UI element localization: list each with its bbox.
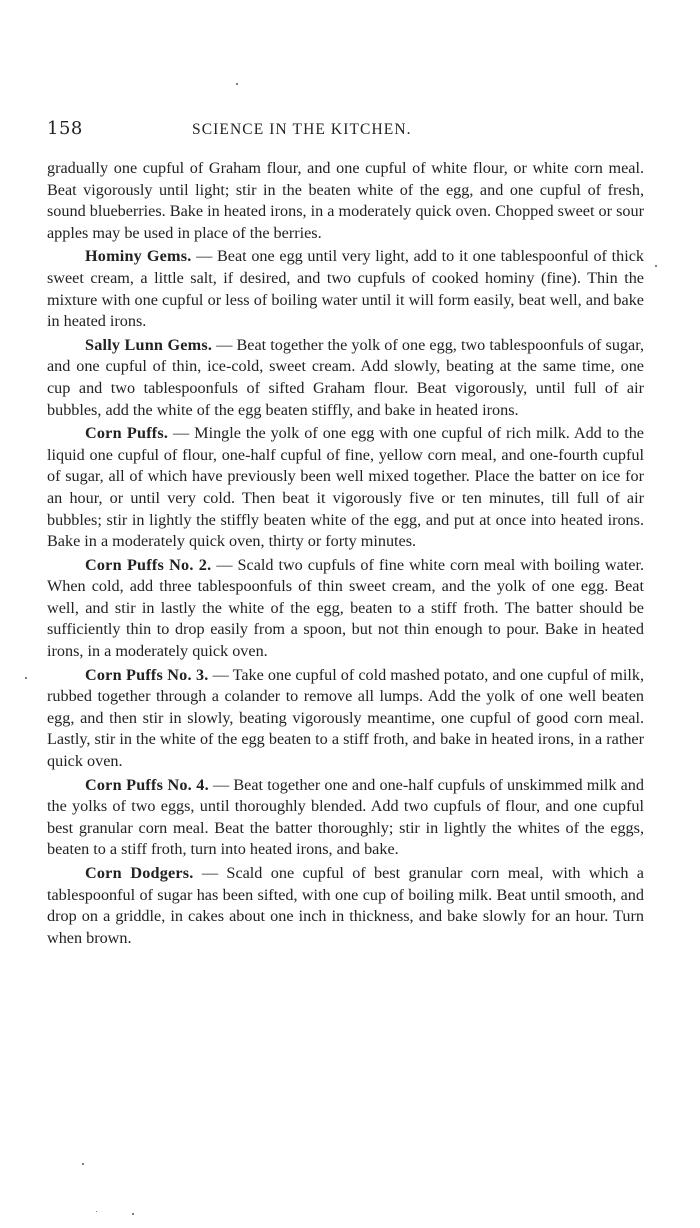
scan-speck [25,677,27,679]
recipe-title: Corn Puffs No. 2. [85,555,212,574]
recipe-title: Hominy Gems. [85,247,192,266]
scan-speck [236,83,238,85]
recipe-text: — Beat one egg until very light, add to it one tablespoonful of thick sweet cream, a little salt, if desired, and two cupfuls of cooked hominy (fine). Thin the mixture with one cupful or less of boiling water until it will form easily, beat well, and bake in heated irons. [47,247,644,331]
recipe-corn-puffs-no-4 [47,775,644,861]
recipe-sally-lunn-gems [47,335,644,421]
paragraph-text: gradually one cupful of Graham flour, and one cupful of white flour, or white corn meal. Beat vigorously until light; stir in the beaten white of the egg, and one cupful of fresh, sound blueberries. Bake in heated irons, in a moderately quick oven. Chopped sweet or sour apples may be used in place of the berries. [47,159,644,242]
recipe-title: Corn Dodgers. [85,864,194,882]
recipe-title: Corn Puffs No. 4. [85,775,209,794]
body-text [47,158,644,951]
page-header [47,118,644,142]
recipe-corn-puffs-no-2 [47,555,644,663]
scan-speck [132,1213,134,1215]
recipe-corn-puffs [47,423,644,553]
recipe-corn-dodgers [47,863,644,949]
recipe-text: — Beat together the yolk of one egg, two tablespoonfuls of sugar, and one cupful of thin, ice-cold, sweet cream. Add slowly, beating at the same time, one cup and two tablespoonfuls of sifted Graham flour. Beat vigorously, until full of air bubbles, add the white of the egg beaten stiffly, and bake in heated irons. [47,335,645,419]
recipe-title: Corn Puffs. [85,424,169,443]
running-head: SCIENCE IN THE KITCHEN. [192,121,412,138]
recipe-corn-puffs-no-3 [47,665,644,773]
recipe-text: — Take one cupful of cold mashed potato, and one cupful of milk, rubbed together through a colander to remove all lumps. Add the yolk of one well beaten egg, and then stir in slowly, beating vigorously meantime, one cupful of good corn meal. Lastly, stir in the white of the egg beaten to a stiff froth, and bake in heated irons, in a rather quick oven. [47,665,644,771]
scan-speck [655,265,657,267]
recipe-text: — Scald two cupfuls of fine white corn meal with boiling water. When cold, add three tablespoonfuls of thin sweet cream, and the yolk of one egg. Beat well, and stir in lastly the white of the egg, beaten to a stiff froth. The batter should be sufficiently thin to drop easily from a spoon, but not thin enough to pour. Bake in heated irons, in a moderately quick oven. [47,555,644,661]
page-number: 158 [47,118,83,139]
paragraph-continued [47,158,644,244]
recipe-text: — Mingle the yolk of one egg with one cupful of rich milk. Add to the liquid one cupful of flour, one-half cupful of fine, yellow corn meal, and one-fourth cupful of sugar, all of which have previously been well mixed together. Place the batter on ice for an hour, or until very cold. Then beat it vigorously five or ten minutes, till full of air bubbles; stir in lightly the stiffly beaten white of the egg, and put at once into heated irons. Bake in a moderately quick oven, thirty or forty minutes. [47,424,644,551]
recipe-title: Corn Puffs No. 3. [85,665,209,684]
recipe-title: Sally Lunn Gems. [85,335,213,354]
scan-speck [96,1211,97,1212]
recipe-text: — Scald one cupful of best granular corn meal, with which a tablespoonful of sugar has been sifted, with one cup of boiling milk. Beat until smooth, and drop on a griddle, in cakes about one inch in thickness, and bake slowly for an hour. Turn when brown. [47,864,644,947]
recipe-text: — Beat together one and one-half cupfuls of unskimmed milk and the yolks of two eggs, until thoroughly blended. Add two cupfuls of flour, and one cupful best granular corn meal. Beat the batter thoroughly; stir in lightly the whites of the eggs, beaten to a stiff froth, turn into heated irons, and bake. [47,775,644,859]
recipe-hominy-gems [47,246,644,332]
scan-speck [82,1163,84,1165]
